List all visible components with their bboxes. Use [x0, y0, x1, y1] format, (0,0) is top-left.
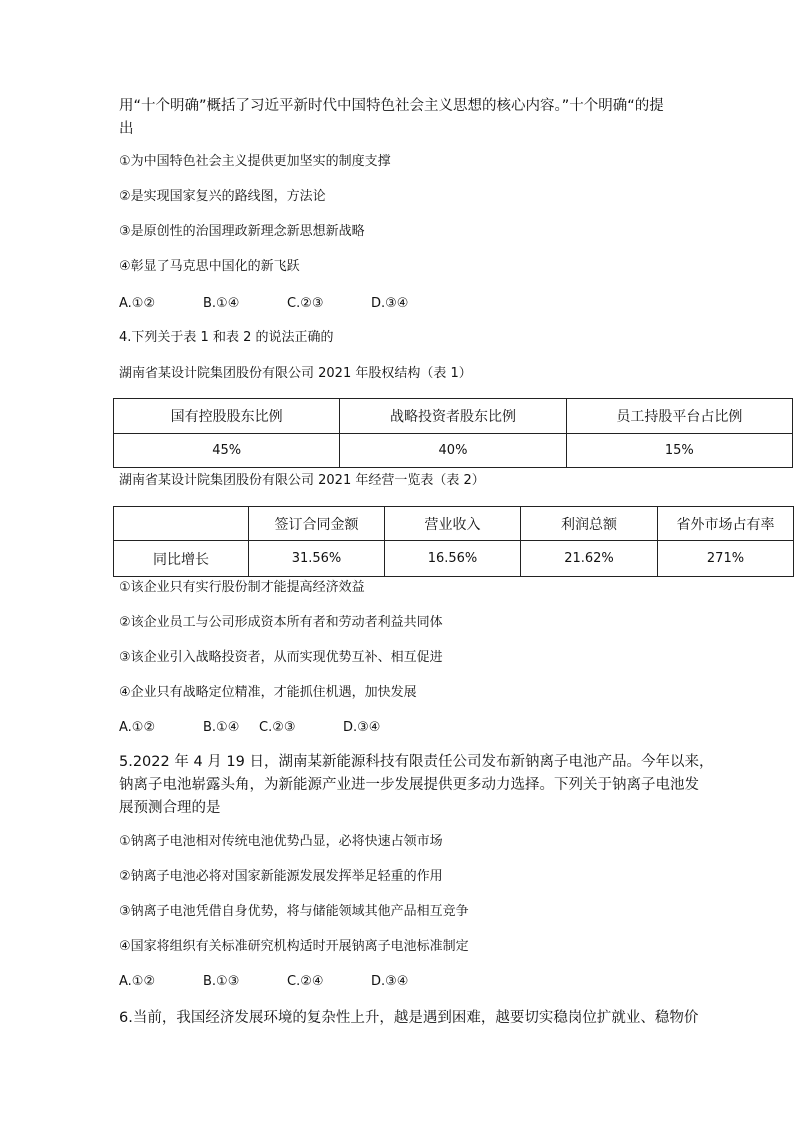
q5-option-c: C.②④ [287, 974, 324, 989]
table1-header-2: 战略投资者股东比例 [340, 399, 566, 434]
table2-header-contract: 签订合同金额 [249, 507, 385, 541]
q3-option-d: D.③④ [371, 296, 409, 311]
table2-caption: 湖南省某设计院集团股份有限公司 2021 年经营一览表（表 2） [119, 473, 485, 488]
q5-item-1: ①钠离子电池相对传统电池优势凸显，必将快速占领市场 [119, 834, 443, 849]
q4-item-3: ③该企业引入战略投资者，从而实现优势互补、相互促进 [119, 650, 443, 665]
q4-item-1: ①该企业只有实行股份制才能提高经济效益 [119, 580, 365, 595]
table1-caption: 湖南省某设计院集团股份有限公司 2021 年股权结构（表 1） [119, 366, 472, 381]
q5-item-3: ③钠离子电池凭借自身优势，将与储能领域其他产品相互竞争 [119, 904, 469, 919]
q5-stem-line1: 5.2022 年 4 月 19 日，湖南某新能源科技有限责任公司发布新钠离子电池产品。今年以来， [119, 754, 714, 770]
q4-option-a: A.①② [119, 720, 156, 735]
q5-options [119, 974, 408, 990]
table2-row-label: 同比增长 [114, 541, 249, 577]
q3-item-2: ②是实现国家复兴的路线图，方法论 [119, 189, 326, 204]
q5-option-b: B.①③ [203, 974, 240, 989]
q3-item-3: ③是原创性的治国理政新理念新思想新战略 [119, 224, 365, 239]
table2-value-market-share: 271% [658, 541, 794, 577]
table1-value-2: 40% [340, 434, 566, 468]
q5-item-4: ④国家将组织有关标准研究机构适时开展钠离子电池标准制定 [119, 939, 469, 954]
q4-option-c: C.②③ [259, 720, 296, 735]
table2-header-empty [114, 507, 249, 541]
q4-options [119, 720, 380, 736]
q3-stem-line2: 出 [119, 121, 134, 137]
q3-option-c: C.②③ [287, 296, 324, 311]
table1-header-1: 国有控股股东比例 [114, 399, 340, 434]
q5-item-2: ②钠离子电池必将对国家新能源发展发挥举足轻重的作用 [119, 869, 443, 884]
q4-option-d: D.③④ [343, 720, 381, 735]
q3-item-1: ①为中国特色社会主义提供更加坚实的制度支撑 [119, 154, 391, 169]
q4-stem: 4.下列关于表 1 和表 2 的说法正确的 [119, 330, 334, 345]
table2-header-profit: 利润总额 [521, 507, 658, 541]
q3-options [119, 296, 408, 312]
q4-item-4: ④企业只有战略定位精准，才能抓住机遇，加快发展 [119, 685, 417, 700]
table2-value-revenue: 16.56% [385, 541, 521, 577]
table1-value-3: 15% [566, 434, 792, 468]
q3-stem-line1: 用“十个明确”概括了习近平新时代中国特色社会主义思想的核心内容。”十个明确“的提 [119, 98, 664, 114]
table2-header-revenue: 营业收入 [385, 507, 521, 541]
table1-header-3: 员工持股平台占比例 [566, 399, 792, 434]
q3-item-4: ④彰显了马克思中国化的新飞跃 [119, 259, 300, 274]
q4-item-2: ②该企业员工与公司形成资本所有者和劳动者利益共同体 [119, 615, 443, 630]
q5-option-d: D.③④ [371, 974, 409, 989]
table1 [113, 398, 793, 468]
table2-header-market-share: 省外市场占有率 [658, 507, 794, 541]
q5-stem-line2: 钠离子电池崭露头角，为新能源产业进一步发展提供更多动力选择。下列关于钠离子电池发 [119, 777, 699, 793]
table2-value-contract: 31.56% [249, 541, 385, 577]
q5-stem-line3: 展预测合理的是 [119, 800, 221, 816]
q4-option-b: B.①④ [203, 720, 240, 735]
q3-option-a: A.①② [119, 296, 156, 311]
q3-option-b: B.①④ [203, 296, 240, 311]
table2 [113, 506, 794, 577]
table1-value-1: 45% [114, 434, 340, 468]
q5-option-a: A.①② [119, 974, 156, 989]
table2-value-profit: 21.62% [521, 541, 658, 577]
q6-stem-line1: 6.当前，我国经济发展环境的复杂性上升，越是遇到困难，越要切实稳岗位扩就业、稳物价 [119, 1010, 699, 1026]
